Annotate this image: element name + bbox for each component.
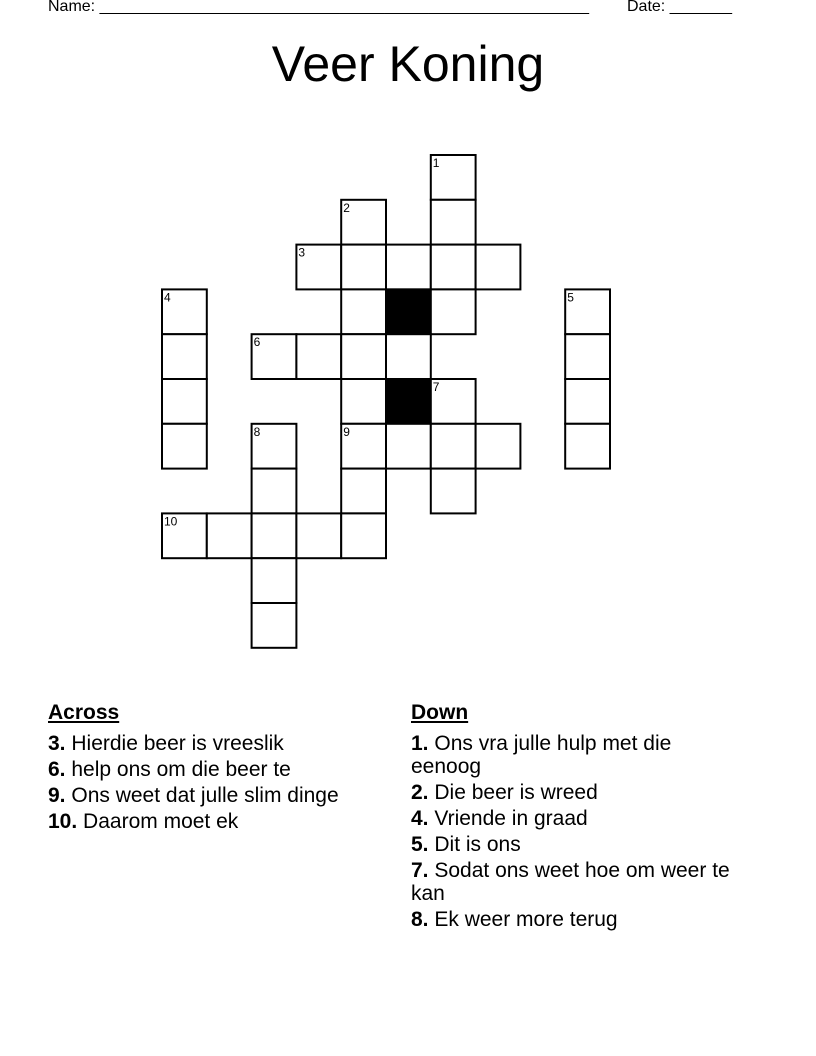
- clue-number: 8.: [411, 908, 429, 931]
- cell-number: 7: [432, 380, 440, 394]
- across-clue: [48, 758, 348, 781]
- grid-cell[interactable]: [252, 558, 297, 603]
- grid-cell[interactable]: [162, 379, 207, 424]
- cell-number: 4: [164, 290, 171, 305]
- page-title: Veer Koning: [271, 36, 545, 92]
- across-clue: [48, 784, 348, 807]
- grid-cell[interactable]: [386, 424, 431, 469]
- clue-text: Ons weet dat julle slim dinge: [71, 784, 339, 807]
- down-clue: [411, 833, 731, 856]
- clue-number: 2.: [411, 781, 429, 804]
- grid-cell-blocked: [386, 289, 431, 334]
- down-clue: [411, 732, 731, 778]
- down-clue: [411, 859, 731, 905]
- cell-number: 2: [343, 200, 350, 215]
- grid-cell[interactable]: [431, 245, 476, 290]
- grid-cell[interactable]: [341, 245, 386, 290]
- clue-text: Dit is ons: [434, 833, 521, 856]
- grid-cell[interactable]: [476, 424, 521, 469]
- grid-cell[interactable]: [476, 245, 521, 290]
- grid-cell[interactable]: [296, 513, 341, 558]
- down-clue-list: [411, 732, 731, 931]
- clue-number: 1.: [411, 732, 429, 755]
- cell-number: 10: [164, 514, 178, 529]
- grid-cell[interactable]: [431, 200, 476, 245]
- clue-number: 7.: [411, 859, 429, 882]
- clue-text: Die beer is wreed: [434, 781, 598, 804]
- cell-number: 8: [253, 424, 261, 439]
- grid-cell-blocked: [386, 379, 431, 424]
- clue-text: Hierdie beer is vreeslik: [71, 732, 284, 755]
- across-clue: [48, 810, 348, 833]
- down-clue: [411, 807, 731, 830]
- grid-cell[interactable]: [252, 603, 297, 648]
- clue-number: 6.: [48, 758, 66, 781]
- down-clues: [411, 701, 731, 934]
- cell-number: 6: [253, 335, 261, 350]
- grid-cell[interactable]: [386, 334, 431, 379]
- clue-text: Ons vra julle hulp met die eenoog: [411, 732, 672, 778]
- date-field-label: Date: _______: [627, 0, 732, 15]
- grid-cell[interactable]: [341, 334, 386, 379]
- clue-number: 4.: [411, 807, 429, 830]
- grid-cell[interactable]: [341, 513, 386, 558]
- grid-cell[interactable]: [252, 513, 297, 558]
- grid-cell[interactable]: [207, 513, 252, 558]
- grid-cell[interactable]: [565, 334, 610, 379]
- grid-cell[interactable]: [431, 289, 476, 334]
- down-clue: [411, 908, 731, 931]
- clue-number: 9.: [48, 784, 66, 807]
- clue-text: Vriende in graad: [434, 807, 588, 830]
- clue-text: Sodat ons weet hoe om weer te kan: [411, 859, 730, 905]
- clue-number: 3.: [48, 732, 66, 755]
- clue-text: help ons om die beer te: [71, 758, 291, 781]
- across-clue: [48, 732, 348, 755]
- down-clue: [411, 781, 731, 804]
- cell-number: 9: [343, 424, 350, 439]
- grid-cell[interactable]: [341, 289, 386, 334]
- grid-cell[interactable]: [386, 245, 431, 290]
- clue-text: Ek weer more terug: [434, 908, 618, 931]
- grid-cell[interactable]: [341, 379, 386, 424]
- across-heading: Across: [48, 701, 120, 724]
- grid-cell[interactable]: [565, 379, 610, 424]
- grid-cell[interactable]: [341, 469, 386, 514]
- clue-number: 10.: [48, 810, 78, 833]
- clue-text: Daarom moet ek: [83, 810, 239, 833]
- grid-cell[interactable]: [252, 469, 297, 514]
- across-clue-list: [48, 732, 348, 833]
- grid-cell[interactable]: [565, 424, 610, 469]
- cell-number: 5: [567, 290, 574, 305]
- cell-number: 1: [432, 156, 440, 170]
- down-heading: Down: [411, 701, 469, 724]
- grid-cell[interactable]: [296, 334, 341, 379]
- cell-number: 3: [298, 245, 306, 260]
- clue-number: 5.: [411, 833, 429, 856]
- across-clues: [48, 701, 348, 836]
- grid-cell[interactable]: [162, 334, 207, 379]
- name-field-label: Name: _______________________________________________________: [48, 0, 589, 15]
- grid-cell[interactable]: [431, 424, 476, 469]
- grid-cell[interactable]: [162, 424, 207, 469]
- grid-cell[interactable]: [431, 469, 476, 514]
